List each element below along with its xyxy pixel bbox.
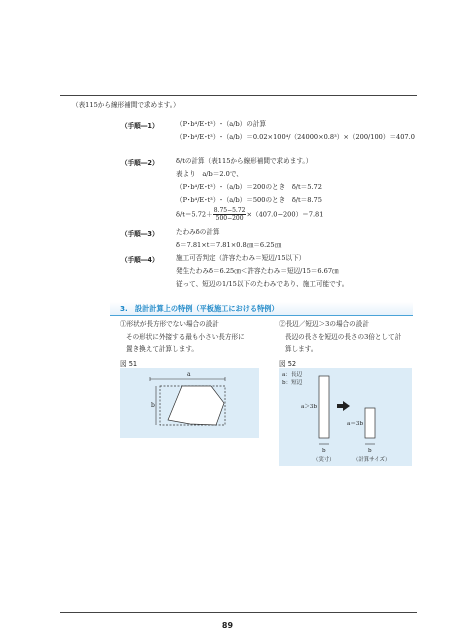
fraction-denominator: 500−200 xyxy=(215,215,244,222)
step1-line1: （P･b⁴/E･t³）･（a/b）の計算 xyxy=(176,120,267,128)
step2-formula-post: ×（407.0−200）＝7.81 xyxy=(246,210,324,219)
step2-label: （手順―2） xyxy=(121,159,159,167)
step1-line2: （P･b⁴/E･t³）･（a/b）＝0.02×100⁴/（24000×0.8³）×（200/100）＝407.0 xyxy=(176,133,415,141)
intro-text: （表115から線形補間で求めます。） xyxy=(72,101,180,109)
step4-label: （手順―4） xyxy=(121,256,159,264)
step3-label: （手順―3） xyxy=(121,230,159,238)
step2-line4: （P･b⁴/E･t³）･（a/b）＝500のとき δ/t＝8.75 xyxy=(176,196,322,204)
caption-calc: （計算サイズ） xyxy=(353,457,391,463)
legend-a: a：長辺 xyxy=(282,372,303,378)
step4-line3: 従って、短辺の1/15以下のたわみであり、施工可能です。 xyxy=(176,280,349,288)
dim-b-left: b xyxy=(322,448,326,454)
step3-line1: たわみδの計算 xyxy=(176,228,220,236)
figure52-panel xyxy=(279,368,412,466)
fraction-numerator: 8.75−5.72 xyxy=(213,207,246,214)
step2-formula-pre: δ/t＝5.72＋ xyxy=(176,210,213,219)
step2-line2: 表より a/b＝2.0で、 xyxy=(176,170,243,178)
left-heading: ①形状が長方形でない場合の設計 xyxy=(120,320,219,328)
step2-line1: δ/tの計算（表115から線形補間で求めます。） xyxy=(176,157,313,165)
step3-line2: δ＝7.81×t＝7.81×0.8㎝＝6.25㎝ xyxy=(176,241,282,249)
left-text-line1: その形状に外接する最も小さい長方形に xyxy=(126,333,245,341)
caption-actual: （実寸） xyxy=(313,457,335,463)
right-text-line2: 算します。 xyxy=(285,345,318,353)
legend-b: b：短辺 xyxy=(282,380,303,386)
figure51-panel xyxy=(120,368,259,438)
tall-rect-label: a＞3b xyxy=(301,404,318,410)
page-number: 89 xyxy=(221,621,234,630)
step4-line2: 発生たわみδ＝6.25㎝＜許容たわみ＝短辺/15＝6.67㎝ xyxy=(176,267,339,275)
bottom-rule xyxy=(60,612,417,613)
figure51-dim-b: b xyxy=(151,402,155,409)
section-heading xyxy=(110,302,413,316)
step2-fraction xyxy=(213,207,247,222)
figure52-label: 図 52 xyxy=(279,360,297,368)
figure51-dim-a: a xyxy=(187,371,191,378)
step2-line5 xyxy=(176,207,323,222)
section-title: 3. 設計計算上の特例（平板施工における特例） xyxy=(120,304,279,313)
top-rule xyxy=(60,95,417,96)
right-text-line1: 長辺の長さを短辺の長さの3倍として計 xyxy=(285,333,402,341)
right-heading: ②長辺／短辺＞3の場合の設計 xyxy=(279,320,369,328)
step1-label: （手順―1） xyxy=(121,122,159,130)
figure51-label: 図 51 xyxy=(120,360,138,368)
step4-line1: 施工可否判定（許容たわみ＝短辺/15以下） xyxy=(176,254,306,262)
step2-line3: （P･b⁴/E･t³）･（a/b）＝200のとき δ/t＝5.72 xyxy=(176,183,322,191)
dim-b-right: b xyxy=(368,448,372,454)
left-text-line2: 置き換えて計算します。 xyxy=(126,345,199,353)
short-rect-label: a＝3b xyxy=(347,421,364,427)
